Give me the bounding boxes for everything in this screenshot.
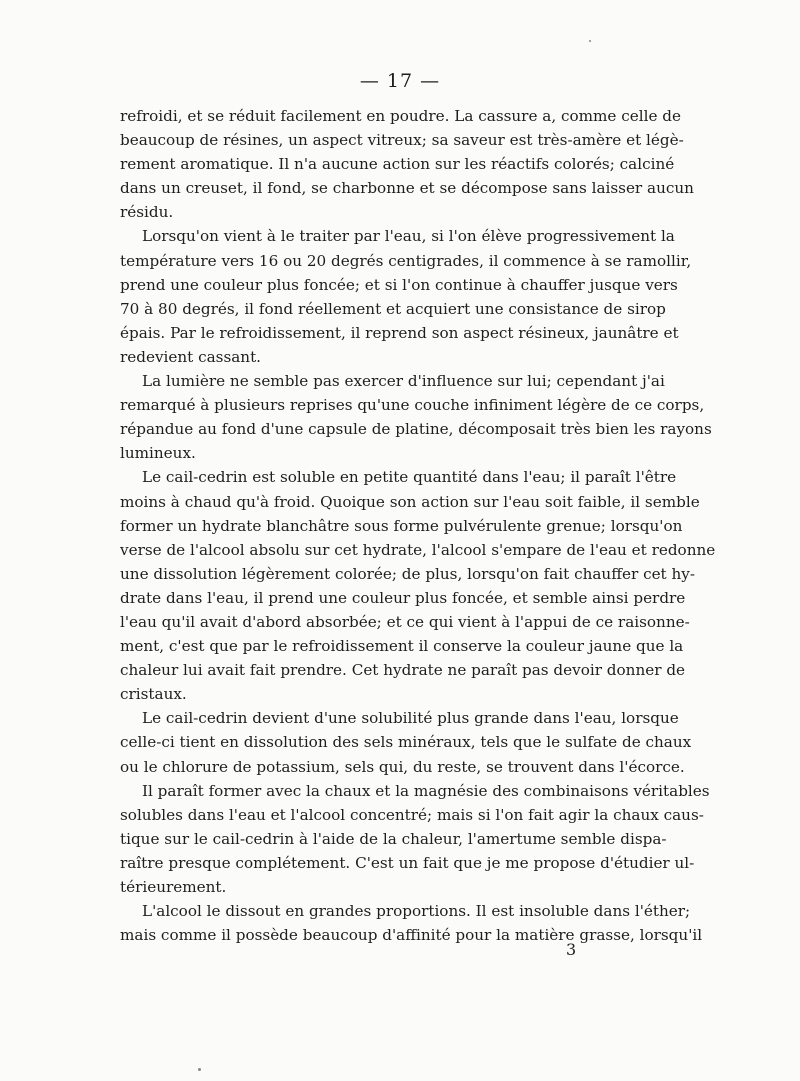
text-line: solubles dans l'eau et l'alcool concentré; mais si l'on fait agir la chaux caus- (120, 805, 704, 824)
text-line: beaucoup de résines, un aspect vitreux; sa saveur est très-amère et légè- (120, 131, 684, 150)
text-line: former un hydrate blanchâtre sous forme pulvérulente grenue; lorsqu'on (120, 516, 683, 535)
text-line: l'eau qu'il avait d'abord absorbée; et ce qui vient à l'appui de ce raisonne- (120, 612, 690, 631)
body-text (120, 104, 716, 947)
text-line: raître presque complétement. C'est un fait que je me propose d'étudier ul- (120, 853, 695, 872)
text-line: Il paraît former avec la chaux et la magnésie des combinaisons véritables (142, 781, 710, 800)
text-line: celle-ci tient en dissolution des sels minéraux, tels que le sulfate de chaux (120, 733, 692, 752)
text-line: remarqué à plusieurs reprises qu'une couche infiniment légère de ce corps, (120, 396, 705, 415)
text-line: résidu. (120, 203, 174, 222)
text-line: rement aromatique. Il n'a aucune action sur les réactifs colorés; calciné (120, 155, 675, 174)
text-line: une dissolution légèrement colorée; de plus, lorsqu'on fait chauffer cet hy- (120, 564, 695, 583)
text-line: cristaux. (120, 685, 187, 704)
text-line: dans un creuset, il fond, se charbonne et se décompose sans laisser aucun (120, 179, 694, 198)
text-line: moins à chaud qu'à froid. Quoique son action sur l'eau soit faible, il semble (120, 492, 700, 511)
text-line: ment, c'est que par le refroidissement il conserve la couleur jaune que la (120, 637, 684, 656)
paper-speck (589, 40, 591, 42)
text-line: Le cail-cedrin devient d'une solubilité plus grande dans l'eau, lorsque (142, 709, 679, 728)
page-number: — 17 — (359, 70, 441, 92)
paper-speck (198, 1068, 201, 1071)
text-line: lumineux. (120, 444, 196, 463)
text-line: tique sur le cail-cedrin à l'aide de la chaleur, l'amertume semble dispa- (120, 829, 667, 848)
text-line: L'alcool le dissout en grandes proportions. Il est insoluble dans l'éther; (142, 902, 691, 921)
text-line: Lorsqu'on vient à le traiter par l'eau, si l'on élève progressivement la (142, 227, 675, 246)
signature-mark: 3 (566, 940, 577, 959)
text-line: ou le chlorure de potassium, sels qui, du reste, se trouvent dans l'écorce. (120, 757, 685, 776)
text-line: verse de l'alcool absolu sur cet hydrate, l'alcool s'empare de l'eau et redonne (120, 540, 716, 559)
text-line: mais comme il possède beaucoup d'affinité pour la matière grasse, lorsqu'il (120, 926, 703, 945)
text-line: Le cail-cedrin est soluble en petite quantité dans l'eau; il paraît l'être (142, 468, 677, 487)
text-line: térieurement. (120, 878, 227, 896)
text-line: redevient cassant. (120, 347, 262, 366)
text-line: prend une couleur plus foncée; et si l'on continue à chauffer jusque vers (120, 275, 678, 294)
text-line: répandue au fond d'une capsule de platine, décomposait très bien les rayons (120, 420, 712, 439)
text-line: température vers 16 ou 20 degrés centigrades, il commence à se ramollir, (120, 251, 692, 270)
text-line: La lumière ne semble pas exercer d'influence sur lui; cependant j'ai (142, 372, 665, 391)
text-line: épais. Par le refroidissement, il reprend son aspect résineux, jaunâtre et (120, 323, 679, 342)
text-line: 70 à 80 degrés, il fond réellement et acquiert une consistance de sirop (120, 299, 666, 318)
text-line: refroidi, et se réduit facilement en poudre. La cassure a, comme celle de (120, 107, 681, 125)
text-line: drate dans l'eau, il prend une couleur plus foncée, et semble ainsi perdre (120, 588, 686, 607)
text-line: chaleur lui avait fait prendre. Cet hydrate ne paraît pas devoir donner de (120, 661, 686, 680)
